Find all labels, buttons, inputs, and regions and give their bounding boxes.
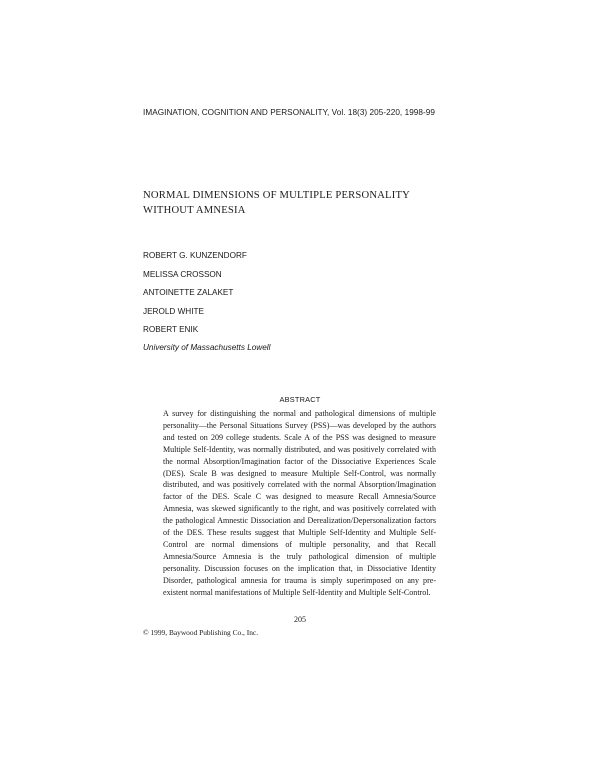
author: ROBERT G. KUNZENDORF xyxy=(143,251,247,260)
copyright-notice: © 1999, Baywood Publishing Co., Inc. xyxy=(143,628,259,637)
page-number: 205 xyxy=(294,615,306,624)
journal-header: IMAGINATION, COGNITION AND PERSONALITY, Vol. 18(3) 205-220, 1998-99 xyxy=(143,108,435,117)
author-list xyxy=(143,250,247,343)
author: ROBERT ENIK xyxy=(143,325,199,335)
author: MELISSA CROSSON xyxy=(143,269,222,279)
affiliation: University of Massachusetts Lowell xyxy=(143,343,271,352)
abstract-heading: ABSTRACT xyxy=(279,395,321,404)
abstract-text: A survey for distinguishing the normal and pathological dimensions of multiple personality—the Personal Situations Survey (PSS)—was developed by the authors and tested on 209 college students. Scale A of the PSS was designed to measure Multiple Self-Identity, was normally distributed, and was positively correlated with the normal Absorption/Imagination factor of the Dissociative Experiences Scale (DES). Scale B was designed to measure Multiple Self-Control, was normally distributed, and was positively correlated with the normal Absorption/Imagination factor of the DES. Scale C was designed to measure Recall Amnesia/Source Amnesia, was skewed significantly to the right, and was positively correlated with the pathological Amnestic Dissociation and Derealization/Depersonalization factors of the DES. These results suggest that Multiple Self-Identity and Multiple Self-Control are normal dimensions of multiple personality, and that Recall Amnesia/Source Amnesia is the truly pathological dimension of multiple personality. Discussion focuses on the implication that, in Dissociative Identity Disorder, pathological amnesia for trauma is simply superimposed on any pre-existent normal manifestations of Multiple Self-Identity and Multiple Self-Control. xyxy=(163,409,436,597)
article-title-line-1: NORMAL DIMENSIONS OF MULTIPLE PERSONALITY xyxy=(143,190,410,201)
article-title-line-2: WITHOUT AMNESIA xyxy=(143,205,246,216)
author: JEROLD WHITE xyxy=(143,306,204,316)
article-title xyxy=(143,188,410,218)
author: ANTOINETTE ZALAKET xyxy=(143,288,234,298)
